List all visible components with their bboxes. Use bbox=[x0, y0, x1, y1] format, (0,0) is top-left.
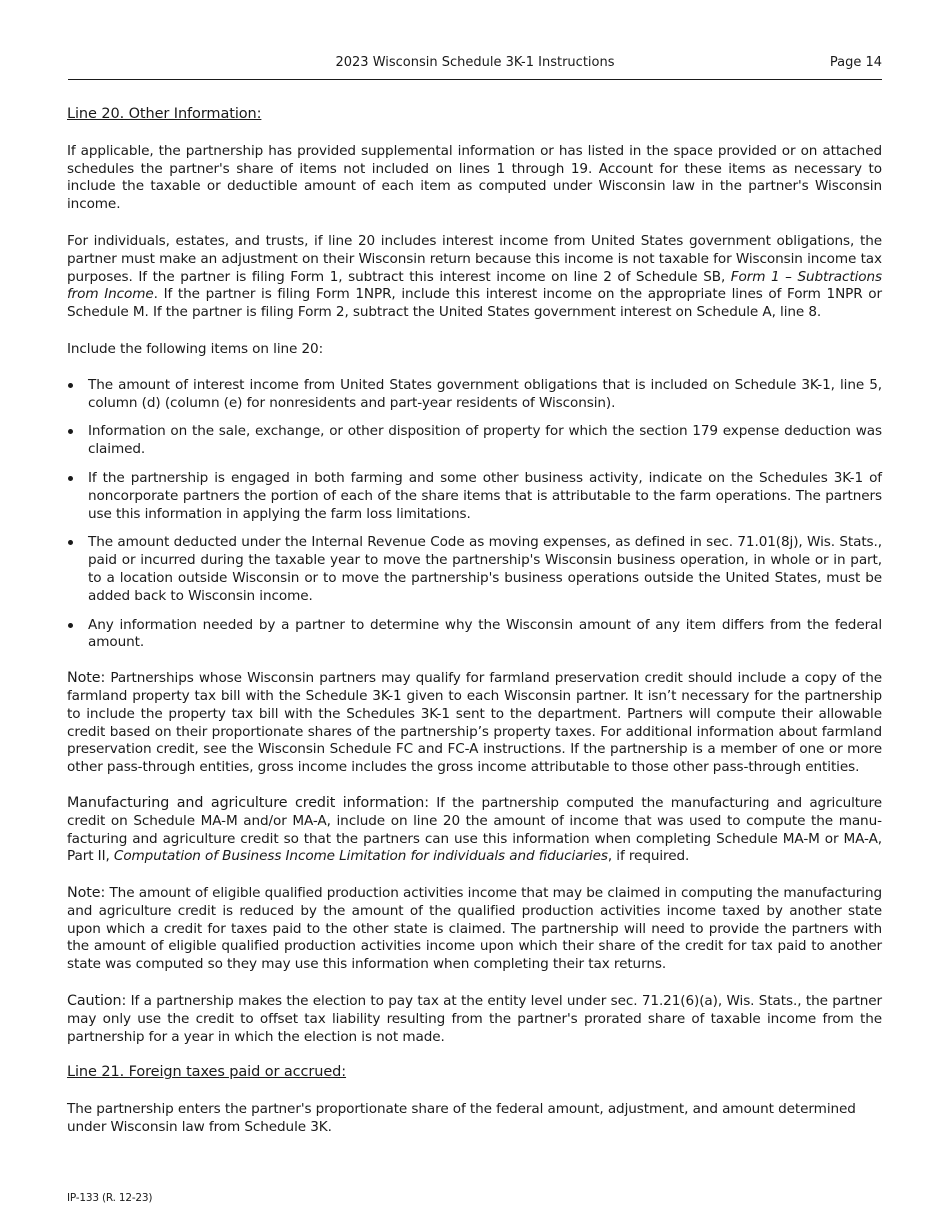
note-label: Note: bbox=[67, 885, 106, 902]
line-20-paragraph-2 bbox=[67, 233, 882, 322]
schedule-part-title-italic: Computation of Business Income Limitation for individuals and fiduciaries bbox=[113, 848, 608, 865]
farmland-note bbox=[67, 670, 882, 777]
list-item: Any information needed by a partner to determine why the Wisconsin amount of any item differs from the federal amount. bbox=[67, 617, 882, 653]
page-number: Page 14 bbox=[829, 55, 882, 70]
production-income-note bbox=[67, 885, 882, 974]
note-text: Partnerships whose Wisconsin partners may qualify for farmland preservation credit should include a copy of the farmland property tax bill with the Schedule 3K-1 given to each Wisconsin partner. It isn’t necessary for the partnership to include the property tax bill with the Schedules 3K-1 sent to the department. Partners will compute their allowable credit based on their proportionate shares of the partnership’s property taxes. For additional information about farmland preservation credit, see the Wisconsin Schedule FC and FC-A instructions. If the partnership is a member of one or more other pass-through entities, gross income includes the gross income attributable to those other pass-through entities. bbox=[67, 670, 882, 776]
line-21-paragraph: The partnership enters the partner's proportionate share of the federal amount, adjustment, and amount determined under Wisconsin law from Schedule 3K. bbox=[67, 1101, 856, 1136]
caution-label: Caution: bbox=[67, 993, 127, 1010]
manufacturing-label: Manufacturing and agriculture credit information: bbox=[67, 794, 429, 811]
bullet-intro: Include the following items on line 20: bbox=[67, 340, 324, 357]
paragraph-text: For individuals, estates, and trusts, if line 20 includes interest income from United States government obligations, the partner must make an adjustment on their Wisconsin return because this income is not taxable for Wisconsin income tax purposes. If the partner is filing Form 1, subtract this interest income on line 2 of Schedule SB, bbox=[67, 232, 882, 285]
list-item: Information on the sale, exchange, or other disposition of property for which the section 179 expense deduction was claimed. bbox=[67, 423, 882, 459]
paragraph-text: If the partnership computed the manufacturing and agriculture credit on Schedule MA-M and/or MA-A, include on line 20 the amount of income that was used to compute the manufacturing and agriculture credit so that the partners can use this information when completing Schedule MA-M or MA-A, Part II, bbox=[67, 794, 883, 865]
form-revision-id: IP-133 (R. 12-23) bbox=[67, 1192, 153, 1204]
list-item: The amount deducted under the Internal Revenue Code as moving expenses, as defined in sec. 71.01(8j), Wis. Stats., paid or incurred during the taxable year to move the partnership's Wisconsin business operation, in whole or in part, to a location outside Wisconsin or to move the partnership's business operations outside the United States, must be added back to Wisconsin income. bbox=[67, 534, 882, 605]
line-21-heading: Line 21. Foreign taxes paid or accrued: bbox=[67, 1064, 347, 1081]
line-20-items-list bbox=[67, 377, 882, 652]
election-caution bbox=[67, 993, 882, 1046]
page-header bbox=[68, 54, 882, 80]
note-text: The amount of eligible qualified production activities income that may be claimed in computing the manufacturing and agriculture credit is reduced by the amount of the qualified production activities income taxed by another state upon which a credit for taxes paid to the other state is claimed. The partnership will need to provide the partners with the amount of eligible qualified production activities income upon which their share of the credit for tax paid to another state was computed so they may use this information when completing their tax returns. bbox=[67, 885, 882, 973]
main-content bbox=[67, 106, 882, 1137]
line-20-paragraph-1: If applicable, the partnership has provided supplemental information or has listed in the space provided or on attached schedules the partner's share of items not included on lines 1 through 19. Account for these items as necessary to include the taxable or deductible amount of each item as computed under Wisconsin law in the partner's Wisconsin income. bbox=[67, 142, 882, 213]
paragraph-text: , if required. bbox=[607, 848, 690, 865]
note-label: Note: bbox=[67, 670, 106, 687]
paragraph-text: . If the partner is filing Form 1NPR, include this interest income on the appropriate lines of Form 1NPR or Schedule M. If the partner is filing Form 2, subtract the United States government interest on Schedule A, line 8. bbox=[67, 286, 882, 321]
list-item: If the partnership is engaged in both farming and some other business activity, indicate on the Schedules 3K-1 of noncorporate partners the portion of each of the share items that is attributable to the farm operations. The partners use this information in applying the farm loss limitations. bbox=[67, 470, 882, 523]
caution-text: If a partnership makes the election to pay tax at the entity level under sec. 71.21(6)(a), Wis. Stats., the partner may only use the credit to offset tax liability resulting from the partner's prorated share of taxable income from the partnership for a year in which the election is not made. bbox=[67, 993, 882, 1045]
list-item: The amount of interest income from United States government obligations that is included on Schedule 3K-1, line 5, column (d) (column (e) for nonresidents and part-year residents of Wisconsin). bbox=[67, 377, 882, 413]
line-20-heading: Line 20. Other Information: bbox=[67, 106, 262, 122]
manufacturing-credit-info bbox=[67, 795, 882, 866]
document-title: 2023 Wisconsin Schedule 3K-1 Instructions bbox=[335, 55, 615, 70]
form-title-italic: Form 1 – Subtractions from Income bbox=[67, 268, 882, 303]
